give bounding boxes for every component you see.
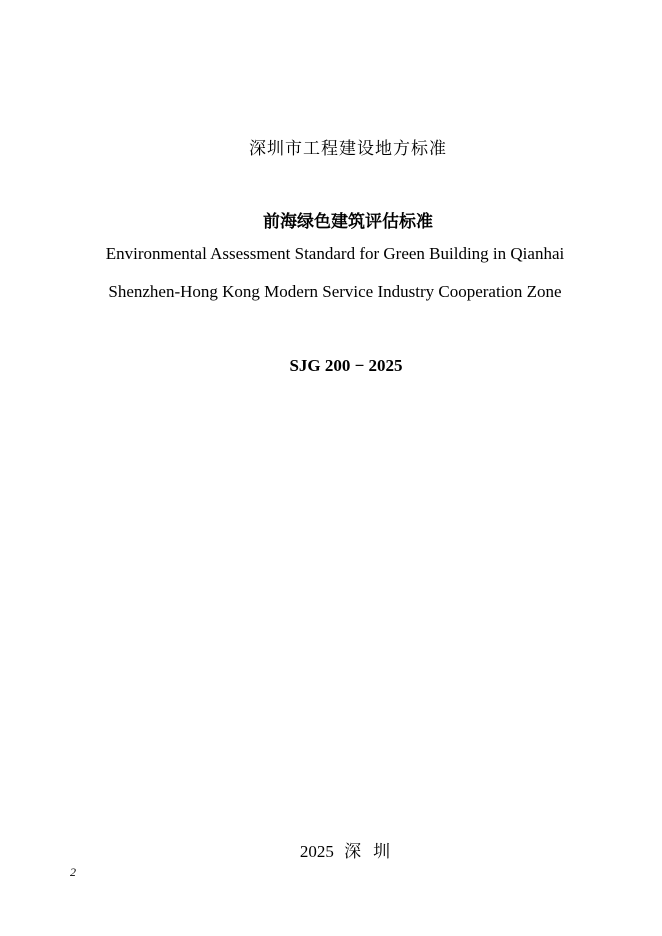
publication-footer — [0, 837, 662, 862]
standard-title-chinese: 前海绿色建筑评估标准 — [263, 212, 433, 232]
series-title: 深圳市工程建设地方标准 — [249, 139, 447, 159]
standard-title-english-line-2: Shenzhen-Hong Kong Modern Service Industry Cooperation Zone — [108, 282, 562, 301]
standard-title-english-line-1: Environmental Assessment Standard for Green Building in Qianhai — [105, 244, 565, 263]
standard-code: SJG 200 − 2025 — [289, 356, 403, 375]
publication-year: 2025 — [299, 842, 334, 861]
publication-city: 深圳 — [344, 842, 403, 862]
page-number: 2 — [70, 865, 76, 879]
